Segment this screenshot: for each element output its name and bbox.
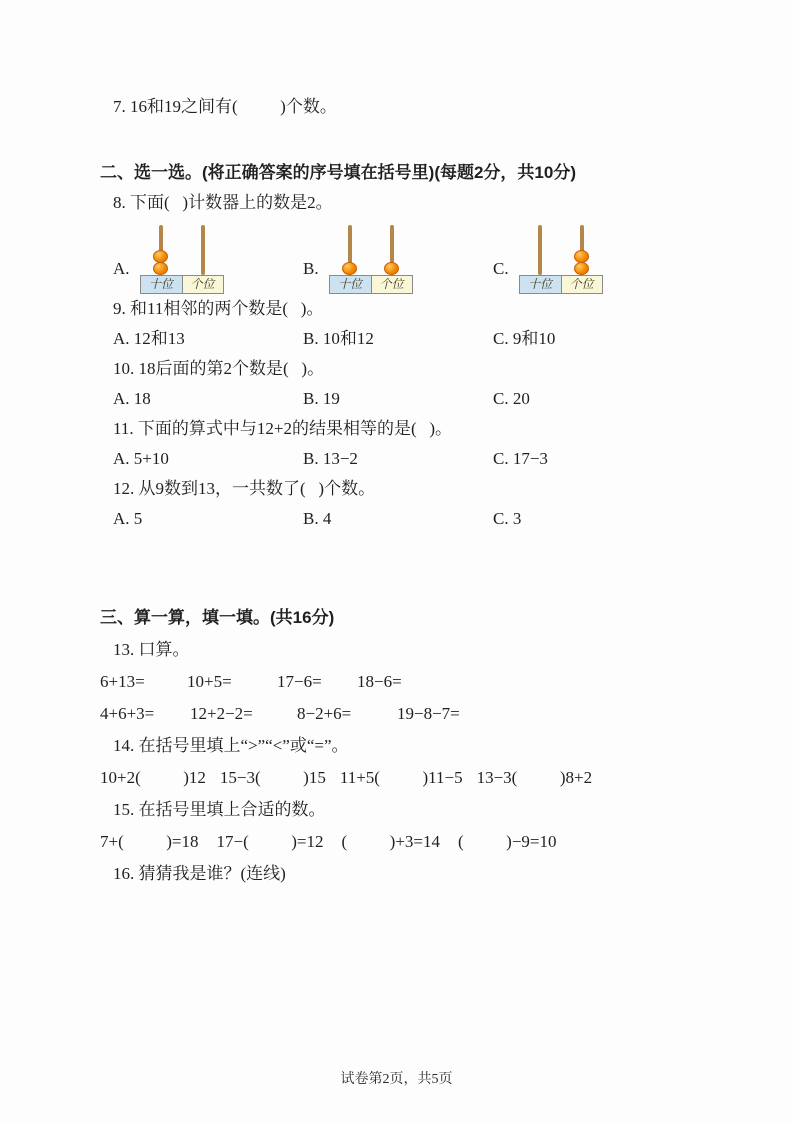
compare-row [100, 762, 740, 794]
question-13: 13. 口算。 [113, 640, 190, 659]
fill-item: ( )−9=10 [458, 832, 557, 851]
ones-rod [201, 225, 205, 275]
abacus-rods [140, 225, 224, 275]
tens-place-label: 十位 [329, 275, 371, 294]
fill-item: ( )+3=14 [341, 832, 440, 851]
option-b: B. 4 [303, 509, 332, 528]
option-c: C. 3 [493, 509, 522, 528]
question-12: 12. 从9数到13，一共数了( )个数。 [113, 479, 376, 498]
expression: 6+13= [100, 672, 145, 691]
question-12-options [100, 504, 740, 534]
fill-number-row [100, 826, 740, 858]
option-letter-c: C. [493, 259, 509, 278]
ones-place-label: 个位 [182, 275, 224, 294]
abacus-rods [329, 225, 413, 275]
expression: 18−6= [357, 672, 402, 691]
option-a: A. 12和13 [113, 329, 185, 348]
abacus-bead [342, 262, 357, 275]
counter-option-b [303, 222, 493, 294]
abacus-labels [519, 275, 603, 294]
tens-place-label: 十位 [140, 275, 182, 294]
abacus-bead [153, 250, 168, 263]
question-10-options [100, 384, 740, 414]
option-a: A. 5 [113, 509, 143, 528]
abacus-counter-a [140, 225, 224, 294]
ones-place-label: 个位 [371, 275, 413, 294]
tens-place-label: 十位 [519, 275, 561, 294]
compare-item: 13−3( )8+2 [476, 768, 593, 787]
option-c: C. 17−3 [493, 449, 548, 468]
section-2-header: 二、选一选。(将正确答案的序号填在括号里)(每题2分，共10分) [100, 163, 577, 182]
abacus-bead [574, 250, 589, 263]
abacus-labels [329, 275, 413, 294]
oral-calc-row-2 [100, 698, 740, 730]
abacus-labels [140, 275, 224, 294]
question-9: 9. 和11相邻的两个数是( )。 [113, 299, 324, 318]
ones-place-label: 个位 [561, 275, 603, 294]
exam-content [100, 92, 740, 890]
counter-option-a [113, 222, 303, 294]
option-c: C. 20 [493, 389, 530, 408]
expression: 19−8−7= [397, 704, 460, 723]
counter-option-c [493, 222, 683, 294]
question-15: 15. 在括号里填上合适的数。 [113, 800, 326, 819]
page-footer: 试卷第2页，共5页 [340, 1072, 453, 1087]
option-b: B. 13−2 [303, 449, 358, 468]
tens-rod [538, 225, 542, 275]
abacus-counter-b [329, 225, 413, 294]
abacus-rods [519, 225, 603, 275]
question-11-options [100, 444, 740, 474]
option-a: A. 18 [113, 389, 151, 408]
question-8: 8. 下面( )计数器上的数是2。 [113, 193, 333, 212]
expression: 4+6+3= [100, 704, 155, 723]
option-c: C. 9和10 [493, 329, 556, 348]
expression: 8−2+6= [297, 704, 352, 723]
question-8-counter-options [100, 222, 740, 294]
fill-item: 17−( )=12 [216, 832, 324, 851]
oral-calc-row-1 [100, 666, 740, 698]
section-3-header: 三、算一算，填一填。(共16分) [100, 608, 335, 627]
option-letter-a: A. [113, 259, 130, 278]
compare-item: 10+2( )12 [100, 768, 206, 787]
expression: 12+2−2= [190, 704, 253, 723]
question-9-options [100, 324, 740, 354]
question-7: 7. 16和19之间有( )个数。 [113, 97, 337, 116]
option-letter-b: B. [303, 259, 319, 278]
expression: 10+5= [187, 672, 232, 691]
abacus-bead [384, 262, 399, 275]
compare-item: 15−3( )15 [219, 768, 326, 787]
abacus-bead [153, 262, 168, 275]
compare-item: 11+5( )11−5 [339, 768, 463, 787]
abacus-counter-c [519, 225, 603, 294]
question-14: 14. 在括号里填上“>”“<”或“=”。 [113, 736, 349, 755]
expression: 17−6= [277, 672, 322, 691]
option-b: B. 10和12 [303, 329, 374, 348]
abacus-bead [574, 262, 589, 275]
question-16: 16. 猜猜我是谁？(连线) [113, 864, 286, 883]
question-11: 11. 下面的算式中与12+2的结果相等的是( )。 [113, 419, 453, 438]
fill-item: 7+( )=18 [100, 832, 199, 851]
question-10: 10. 18后面的第2个数是( )。 [113, 359, 325, 378]
option-b: B. 19 [303, 389, 340, 408]
option-a: A. 5+10 [113, 449, 169, 468]
